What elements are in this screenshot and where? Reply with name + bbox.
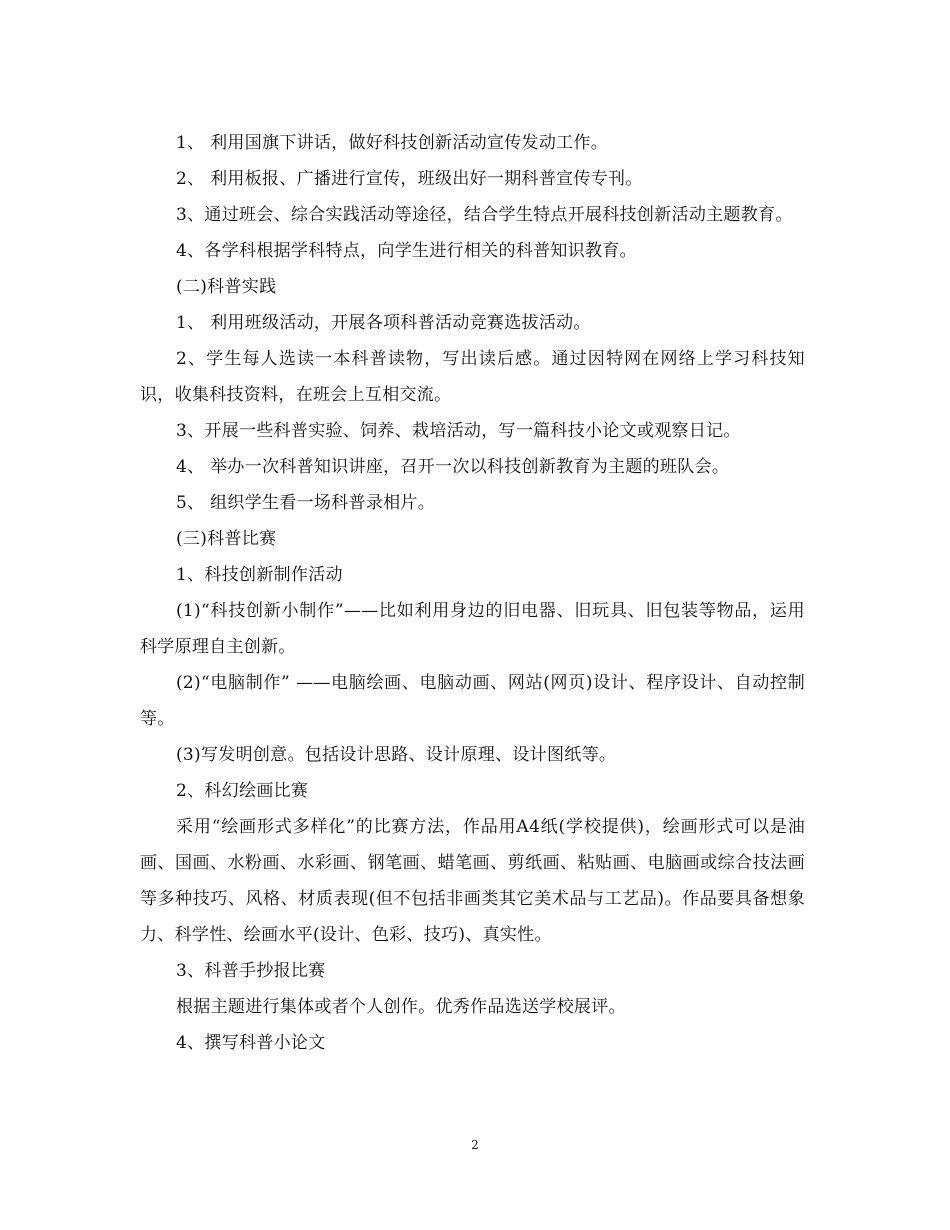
subsection-heading: 2、科幻绘画比赛	[176, 781, 309, 801]
paragraph: 5、 组织学生看一场科普录相片。	[176, 493, 436, 513]
paragraph: 3、通过班会、综合实践活动等途径，结合学生特点开展科技创新活动主题教育。	[176, 205, 793, 225]
paragraph: 2、学生每人选读一本科普读物，写出读后感。通过因特网在网络上学习科技知识，收集科技资料，在班会上互相交流。	[140, 349, 805, 405]
subsection-heading: 4、撰写科普小论文	[176, 1033, 326, 1053]
page-number: 2	[471, 1138, 479, 1152]
paragraph: 2、 利用板报、广播进行宣传，班级出好一期科普宣传专刊。	[176, 169, 643, 189]
paragraph: 采用“绘画形式多样化”的比赛方法，作品用A4纸(学校提供)，绘画形式可以是油画、国画、水粉画、水彩画、钢笔画、蜡笔画、剪纸画、粘贴画、电脑画或综合技法画等多种技巧、风格、材质表现(但不包括非画类其它美术品与工艺品)。作品要具备想象力、科学性、绘画水平(设计、色彩、技巧)、真实性。	[140, 817, 805, 945]
paragraph: (3)写发明创意。包括设计思路、设计原理、设计图纸等。	[176, 745, 617, 765]
section-heading: (二)科普实践	[176, 277, 277, 297]
paragraph: 1、 利用国旗下讲话，做好科技创新活动宣传发动工作。	[176, 133, 609, 153]
paragraph: 4、 举办一次科普知识讲座，召开一次以科技创新教育为主题的班队会。	[176, 457, 730, 477]
paragraph: 根据主题进行集体或者个人创作。优秀作品选送学校展评。	[176, 997, 626, 1017]
subsection-heading: 3、科普手抄报比赛	[176, 961, 326, 981]
paragraph: 4、各学科根据学科特点，向学生进行相关的科普知识教育。	[176, 241, 637, 261]
body-text	[140, 125, 805, 1061]
section-heading: (三)科普比赛	[176, 529, 277, 549]
paragraph: (2)“电脑制作” ——电脑绘画、电脑动画、网站(网页)设计、程序设计、自动控制等。	[140, 673, 805, 729]
paragraph: 3、开展一些科普实验、饲养、栽培活动，写一篇科技小论文或观察日记。	[176, 421, 741, 441]
paragraph: 1、 利用班级活动，开展各项科普活动竞赛选拔活动。	[176, 313, 591, 333]
subsection-heading: 1、科技创新制作活动	[176, 565, 343, 585]
paragraph: (1)“科技创新小制作”——比如利用身边的旧电器、旧玩具、旧包装等物品，运用科学原理自主创新。	[140, 601, 805, 657]
